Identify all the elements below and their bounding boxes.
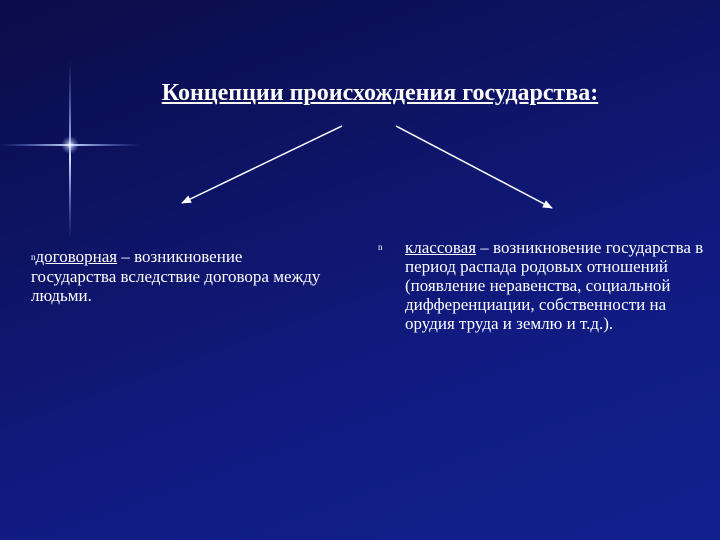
bullet-icon: n [378, 242, 383, 252]
contract-theory-text [31, 247, 331, 305]
class-theory-description: – возникновение государства в период распада родовых отношений (появление неравенства, социальной дифференциации, собственности на орудия труда и землю и т.д.). [405, 238, 704, 333]
contract-theory-term: договорная [35, 247, 118, 266]
star-flare-icon [0, 0, 160, 260]
bullet-icon: n [31, 252, 36, 262]
slide-title: Концепции происхождения государства: [161, 80, 599, 106]
class-theory-term: классовая [405, 238, 477, 257]
arrow-left [182, 126, 342, 203]
class-theory-text [405, 238, 720, 333]
contract-theory-description: – возникновение государства вследствие договора между людьми. [31, 247, 321, 305]
arrow-right [396, 126, 552, 208]
